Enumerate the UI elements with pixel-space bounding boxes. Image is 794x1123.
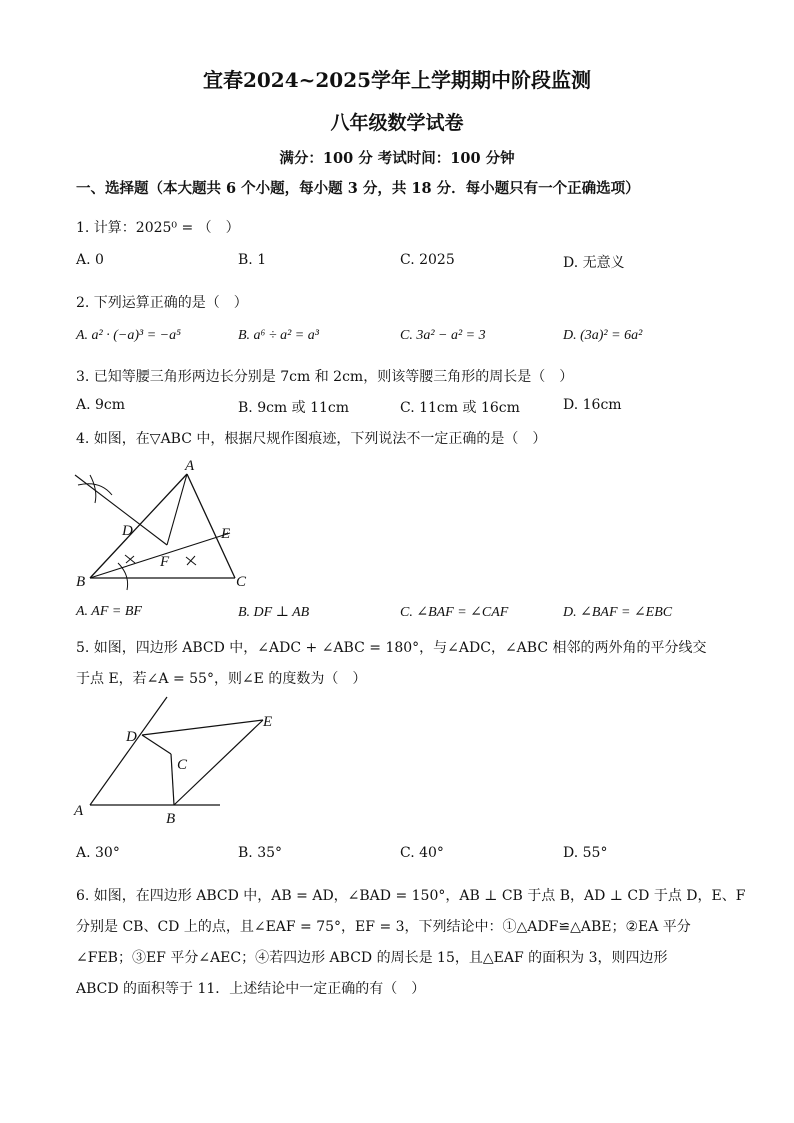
question-2-stem: 2. 下列运算正确的是（ ） — [76, 295, 248, 311]
question-6-line4: ABCD 的面积等于 11．上述结论中一定正确的有（ ） — [76, 981, 426, 997]
q5-option-c: C. 40° — [400, 845, 444, 861]
question-1-stem: 1. 计算：2025⁰ = （ ） — [76, 220, 240, 236]
q5-label-e: E — [263, 714, 273, 730]
q1-option-c: C. 2025 — [400, 252, 455, 268]
q5-line-cb — [171, 754, 174, 805]
q5-option-b: B. 35° — [238, 845, 283, 861]
q1-option-b: B. 1 — [238, 252, 267, 268]
q4-label-e: E — [221, 526, 231, 542]
q5-option-d: D. 55° — [563, 845, 608, 861]
q4-figure — [70, 455, 270, 595]
section-heading: 一、选择题（本大题共 6 个小题，每小题 3 分，共 18 分．每小题只有一个正确选项） — [76, 180, 640, 197]
q4-label-d: D — [122, 523, 133, 539]
exam-title: 宜春2024~2025学年上学期期中阶段监测 — [202, 68, 592, 92]
question-5-stem-line1: 5. 如图，四边形 ABCD 中，∠ADC + ∠ABC = 180°，与∠ADC，∠ABC 相邻的两外角的平分线交 — [76, 640, 707, 656]
q4-option-a: A. AF = BF — [76, 604, 142, 619]
question-3-stem: 3. 已知等腰三角形两边长分别是 7cm 和 2cm，则该等腰三角形的周长是（ ） — [76, 369, 574, 385]
q5-label-a: A — [74, 803, 84, 819]
question-4-stem: 4. 如图，在▽ABC 中，根据尺规作图痕迹，下列说法不一定正确的是（ ） — [76, 431, 547, 447]
q2-option-a: A. a² · (−a)³ = −a⁵ — [76, 328, 181, 343]
q1-option-d: D. 无意义 — [563, 255, 625, 271]
q5-line-be — [174, 720, 263, 805]
score-time: 满分：100 分 考试时间：100 分钟 — [279, 150, 515, 167]
question-5-stem-line2: 于点 E，若∠A = 55°，则∠E 的度数为（ ） — [76, 671, 367, 687]
q5-line-de — [142, 720, 263, 735]
q3-option-d: D. 16cm — [563, 397, 622, 413]
q4-label-f: F — [160, 554, 170, 570]
q4-label-b: B — [76, 574, 86, 590]
q4-option-d: D. ∠BAF = ∠EBC — [563, 605, 673, 620]
q2-option-b: B. a⁶ ÷ a² = a³ — [238, 328, 319, 343]
q5-label-b: B — [166, 811, 176, 827]
q3-option-a: A. 9cm — [76, 397, 126, 413]
question-6-line1: 6. 如图，在四边形 ABCD 中，AB = AD，∠BAD = 150°，AB ⊥ CB 于点 B，AD ⊥ CD 于点 D，E、F — [76, 888, 746, 904]
question-6-line2: 分别是 CB、CD 上的点，且∠EAF = 75°，EF = 3，下列结论中：①△ADF≌△ABE；②EA 平分 — [76, 919, 691, 935]
q2-option-d: D. (3a)² = 6a² — [563, 328, 643, 343]
q4-label-a: A — [185, 458, 195, 474]
q5-line-ad-ext — [90, 697, 167, 805]
q4-arc-mark1 — [125, 555, 135, 563]
exam-subtitle: 八年级数学试卷 — [330, 112, 464, 134]
q4-option-b: B. DF ⊥ AB — [238, 605, 310, 620]
q5-figure — [70, 695, 290, 830]
q4-label-c: C — [236, 574, 247, 590]
q2-option-c: C. 3a² − a² = 3 — [400, 328, 486, 343]
question-6-line3: ∠FEB；③EF 平分∠AEC；④若四边形 ABCD 的周长是 15，且△EAF 的面积为 3，则四边形 — [76, 950, 668, 966]
q4-arc-mark2 — [186, 556, 196, 565]
q5-label-c: C — [177, 757, 188, 773]
q5-label-d: D — [126, 729, 137, 745]
q5-line-dc — [142, 735, 171, 754]
q4-option-c: C. ∠BAF = ∠CAF — [400, 605, 509, 620]
q3-option-b: B. 9cm 或 11cm — [238, 400, 350, 416]
q5-option-a: A. 30° — [76, 845, 120, 861]
q1-option-a: A. 0 — [76, 252, 104, 268]
q3-option-c: C. 11cm 或 16cm — [400, 400, 520, 416]
